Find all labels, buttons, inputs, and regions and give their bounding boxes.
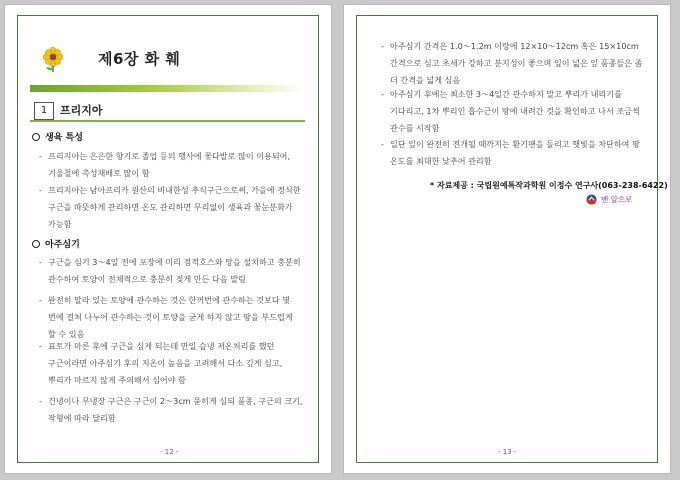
list-item: - 건냉이나 무냉장 구근은 구근이 2～3cm 묻히게 심되 품종, 구근의 크기, 작형에 따라 달리함 <box>39 396 303 423</box>
list-item: - 표토가 마른 후에 구근을 심게 되는데 만일 습냉 저온처리를 했던 구근이라면 아주심기 후의 지온이 높음을 고려해서 다소 깊게 심고, 뿌리가 마르지 않게 주의해서 심어야 함 <box>39 341 283 385</box>
section-title: 프리지아 <box>60 104 103 117</box>
back-to-top-icon <box>586 194 597 205</box>
list-item: - 프리지아는 남아프리카 원산의 비내한성 추식구근으로써, 가을에 정식한 구근을 따뜻하게 관리하면 온도 관리하면 무리없이 생육과 꽃눈분화가 가능함 <box>39 185 301 229</box>
section-number: 1 <box>34 102 54 120</box>
flower-icon <box>40 46 66 72</box>
circle-bullet-icon <box>32 133 40 141</box>
list-item: - 아주심기 간격은 1.0～1.2m 이랑에 12×10～12cm 혹은 15×10cm 간격으로 심고 초세가 강하고 분지성이 좋으며 잎이 넓은 잎 품종들은 좀 더 간격을 넓게 심음 <box>381 41 643 85</box>
back-to-top-label: 맨 앞으로 <box>601 195 633 204</box>
source-credit: * 자료제공 : 국립원예특작과학원 이정수 연구사(063-238-6422) <box>430 181 668 190</box>
chapter-underline <box>30 85 305 92</box>
list-item: - 일단 잎이 완전히 전개될 때까지는 환기팬을 돌리고 햇빛을 차단하여 땅 온도를 최대한 낮추어 관리함 <box>381 139 640 166</box>
list-item: - 구근을 심기 3～4일 전에 포장에 미리 점적호스와 망을 설치하고 충분히 관수하여 토양이 전체적으로 충분히 젖게 만든 다음 말림 <box>39 257 301 284</box>
chapter-header <box>28 44 298 74</box>
list-item: - 완전히 말라 있는 토양에 관수하는 것은 한꺼번에 관수하는 것보다 몇 번에 걸쳐 나누어 관수하는 것이 토양을 굳게 하지 않고 땅을 부드럽게 할 수 있음 <box>39 295 293 339</box>
subhead-planting: 아주심기 <box>32 237 80 250</box>
page-number-right: - 13 - <box>498 448 517 456</box>
back-to-top-link[interactable] <box>586 193 646 207</box>
section-header <box>30 100 305 122</box>
page-number-left: - 12 - <box>160 448 179 456</box>
list-item: - 프리지아는 은은한 향기로 졸업 등의 행사에 꽃다발로 많이 이용되어, 겨울철에 촉성재배로 많이 함 <box>39 151 291 178</box>
circle-bullet-icon <box>32 240 40 248</box>
chapter-title: 제6장 화 훼 <box>98 50 181 68</box>
subhead-growth: 생육 특성 <box>32 130 83 143</box>
list-item: - 아주심기 후에는 최소한 3～4일간 관수하지 말고 뿌리가 내리기를 기다리고, 1차 뿌리인 흡수근이 땅에 내려간 것을 확인하고 나서 조금씩 관수를 시작함 <box>381 89 640 133</box>
